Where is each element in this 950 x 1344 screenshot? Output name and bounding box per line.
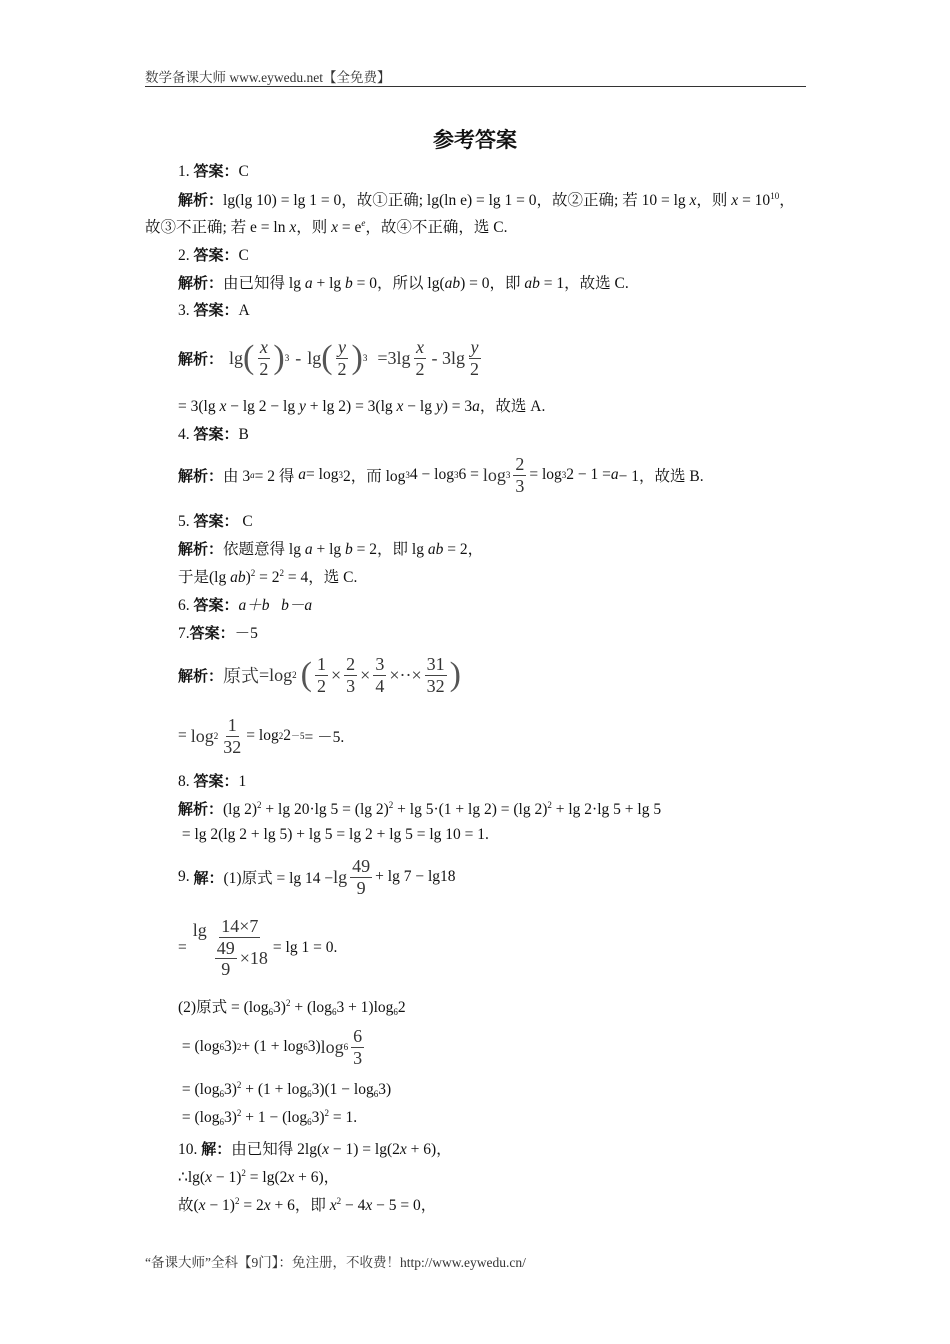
q9-part1-line2: = lg 14×7 $\frac{49}{9}$ ×18 = lg 1 = 0. [178,915,338,980]
q1-analysis-line1: 解析：lg(lg 10) = lg 1 = 0，故①正确; lg(ln e) = lg 1 = 0，故②正确; 若 10 = lg x，则 $x = 10^{10}$， [178,191,795,209]
q8-analysis-line2: = lg 2(lg 2 + lg 5) + lg 5 = lg 2 + lg 5 = lg 10 = 1. [181,826,489,843]
q1-analysis-line2: 故③不正确; 若 e = ln x，则 $x = e^e$，故④不正确，选 C. [145,218,508,236]
page-title: 参考答案 [433,128,517,152]
q8-answer: 8. 答案：1 [178,772,247,790]
q8-analysis-line1: 解析：(lg 2)$^2$ + lg 20·lg 5 = (lg 2)$^2$ + lg 5·(1 + lg 2) = (lg 2)$^2$ + lg 2·lg 5 + lg 5 [178,800,662,818]
q2-answer: 2. 答案：C [178,246,249,264]
q5-answer: 5. 答案： C [178,512,253,530]
q4-analysis: 解析： 由 3 a = 2 得 a = log 3 2，而 log 3 4 − log 3 6 = log 3 $\frac{2}{3}$ = log 3 2 − 1 = a − 1，故选 B. [178,453,704,496]
q10-line1: 10. 解：由已知得 2lg(x − 1) = lg(2x + 6)， [178,1140,452,1158]
q9-part2-line2: = (log 6 3) 2 + (1 + log 6 3) log 6 $\frac{6}{3}$ [181,1025,363,1068]
q2-analysis: 解析：由已知得 lg a + lg b = 0，所以 lg(ab) = 0，即 ab = 1，故选 C. [178,274,629,292]
q3-answer: 3. 答案：A [178,301,250,319]
q7-analysis-formula: 解析： 原式 =log 2 ( $\frac{1}{2}$ × $\frac{2}{3}$ × $\frac{3}{4}$ ×··× $\frac{31}{32}$ ) [178,653,461,696]
q10-line2: ∴lg(x − 1)$^2$ = lg(2x + 6)， [178,1168,340,1186]
q6-answer: 6. 答案：a＋b b－a [178,596,313,614]
q5-analysis-line2: 于是(lg $ab)^2 = 2^2 = 4$，选 C. [178,568,358,586]
q3-analysis-line2: = 3(lg x − lg 2 − lg y + lg 2) = 3(lg x − lg y) = 3a，故选 A. [178,398,546,415]
page-header [145,66,806,87]
q9-part2: (2)原式 = $(\log_63)^2 + (\log_63 + 1)\log_62$ [178,998,406,1017]
header-text: 数学备课大师 www.eywedu.net【全免费】 [145,70,391,85]
q4-answer: 4. 答案：B [178,425,249,443]
q7-analysis-line2: = log 2 $\frac{1}{32}$ = log 2 2 －5 = －5. [178,714,345,757]
q10-line3: 故$(x - 1)^2 = 2x + 6$，即 $x^2 - 4x - 5 = 0$， [178,1196,437,1214]
q7-answer: 7.答案：－5 [178,624,258,642]
page-footer: “备课大师”全科【9门】：免注册，不收费！http://www.eywedu.cn/ [145,1255,526,1270]
q3-analysis-formula: 解析： lg ( $\frac{x}{2}$ ) 3 - lg ( $\frac{y}{2}$ ) 3 =3lg $\frac{x}{2}$ - 3lg $\frac{y}{2}$ [178,336,480,379]
q5-analysis-line1: 解析：依题意得 lg a + lg b = 2，即 lg ab = 2， [178,540,484,558]
q9-part2-line3: = $(\log_63)^2 + (1 + \log_63)(1 - \log_63)$ [181,1080,392,1099]
q1-answer: 1. 答案：C [178,162,249,180]
q9-part1: 9. 解： (1)原式 = lg 14 − lg $\frac{49}{9}$ + lg 7 − lg18 [178,855,456,898]
q9-part2-line4: = $(\log_63)^2 + 1 - (\log_63)^2 = 1$. [181,1108,358,1127]
